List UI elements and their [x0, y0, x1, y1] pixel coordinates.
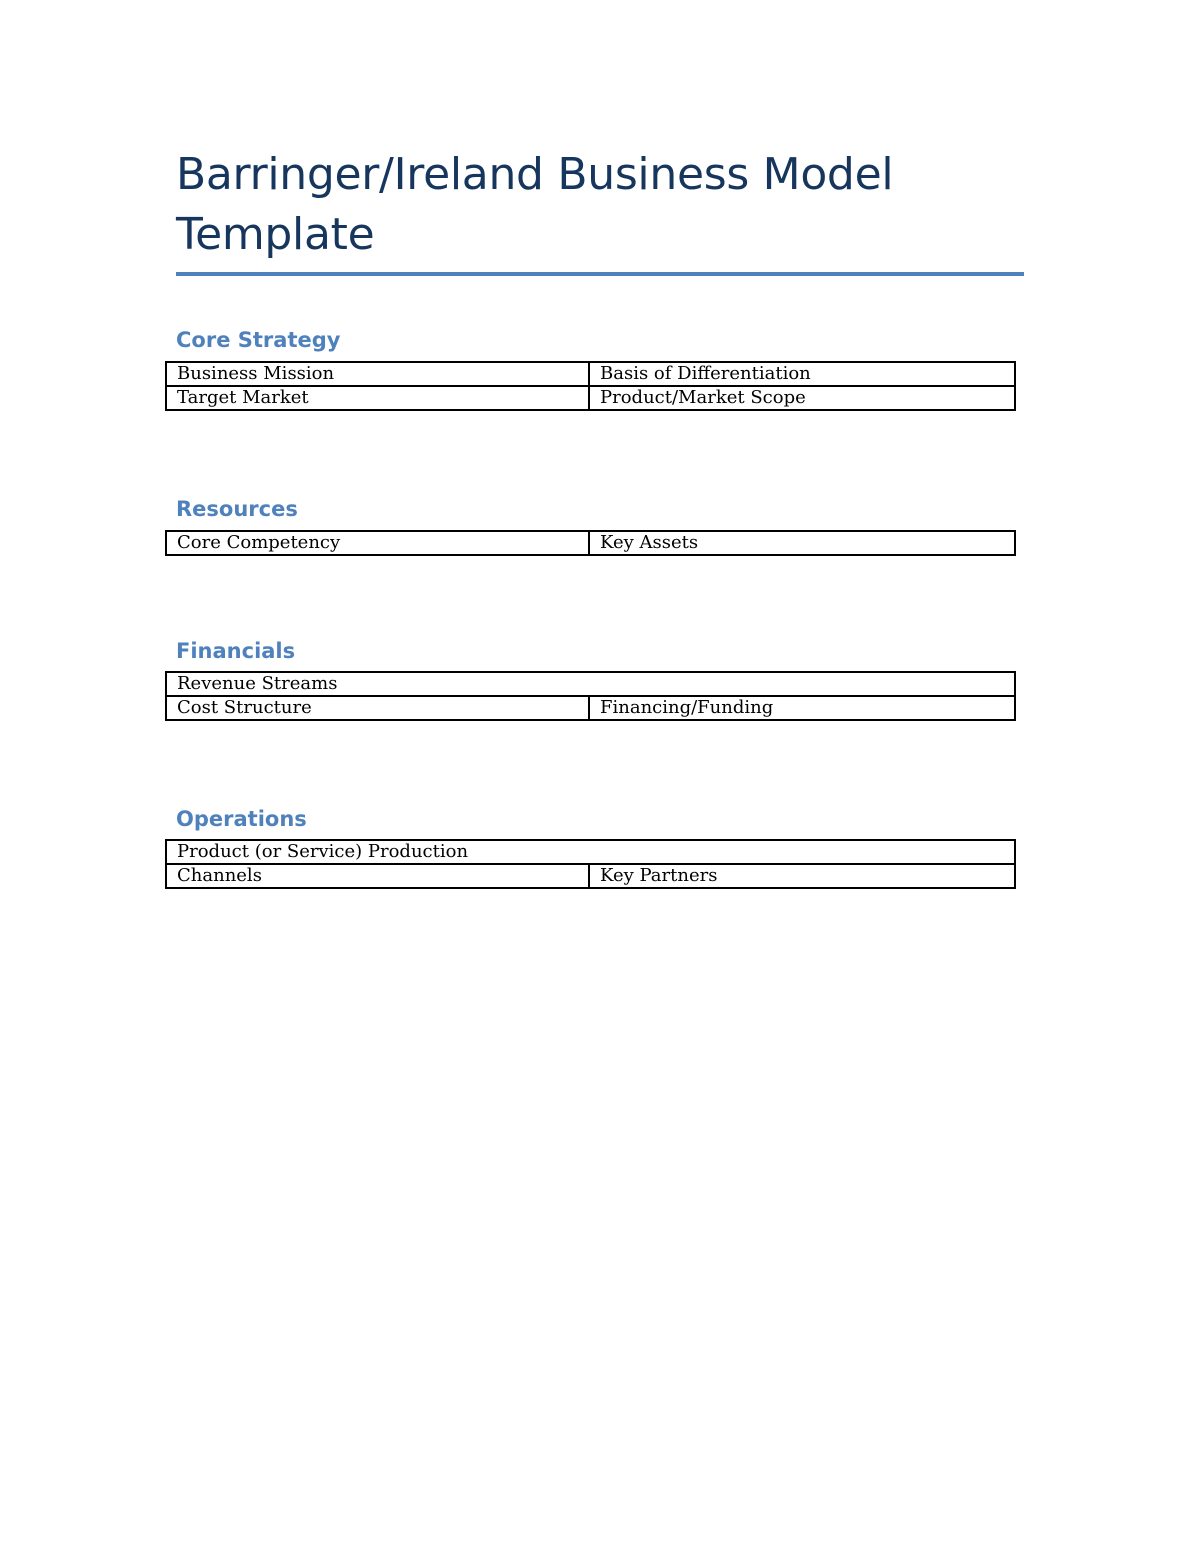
table-row	[166, 672, 1015, 696]
table-row	[166, 362, 1015, 386]
business-mission-cell[interactable]: Business Mission	[166, 362, 589, 386]
page-title: Barringer/Ireland Business Model Template	[176, 149, 894, 260]
table-row	[166, 386, 1015, 410]
title-divider	[176, 272, 1024, 276]
section-heading-core-strategy: Core Strategy	[176, 328, 341, 352]
operations-table	[165, 839, 1016, 889]
production-cell[interactable]: Product (or Service) Production	[166, 840, 1015, 864]
section-heading-resources: Resources	[176, 497, 298, 521]
core-competency-cell[interactable]: Core Competency	[166, 531, 589, 555]
target-market-cell[interactable]: Target Market	[166, 386, 589, 410]
channels-cell[interactable]: Channels	[166, 864, 589, 888]
basis-of-differentiation-cell[interactable]: Basis of Differentiation	[589, 362, 1015, 386]
table-row	[166, 864, 1015, 888]
core-strategy-table	[165, 361, 1016, 411]
revenue-streams-cell[interactable]: Revenue Streams	[166, 672, 1015, 696]
table-row	[166, 840, 1015, 864]
table-row	[166, 531, 1015, 555]
section-heading-financials: Financials	[176, 639, 296, 663]
table-row	[166, 696, 1015, 720]
financials-table	[165, 671, 1016, 721]
product-market-scope-cell[interactable]: Product/Market Scope	[589, 386, 1015, 410]
key-assets-cell[interactable]: Key Assets	[589, 531, 1015, 555]
financing-funding-cell[interactable]: Financing/Funding	[589, 696, 1015, 720]
section-heading-operations: Operations	[176, 807, 307, 831]
key-partners-cell[interactable]: Key Partners	[589, 864, 1015, 888]
resources-table	[165, 530, 1016, 556]
cost-structure-cell[interactable]: Cost Structure	[166, 696, 589, 720]
